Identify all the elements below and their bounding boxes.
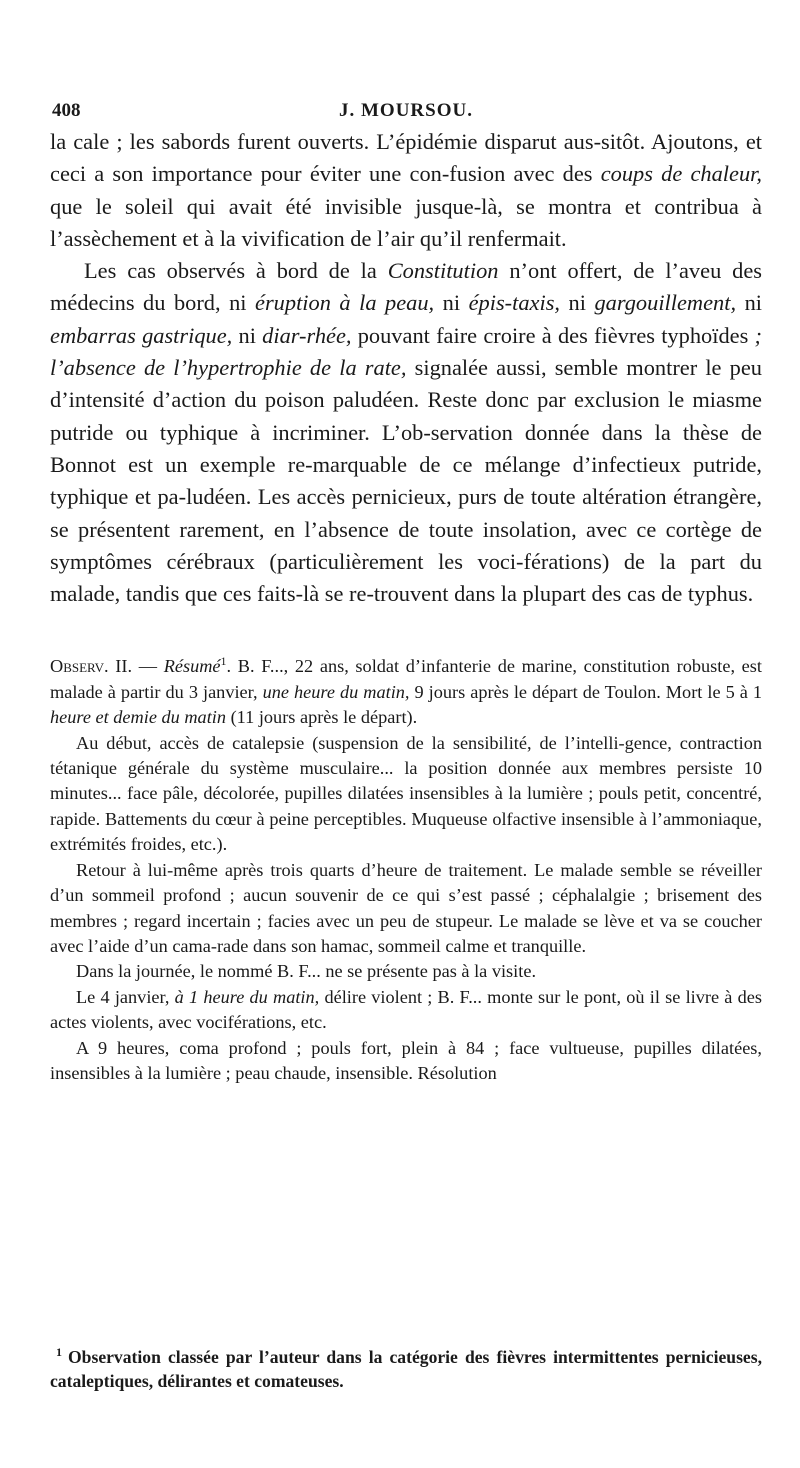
observation-block bbox=[50, 654, 762, 1086]
page-number: 408 bbox=[52, 100, 81, 121]
observation-paragraph-onset: Au début, accès de catalepsie (suspension de la sensibilité, de l’intelli-gence, contraction tétanique générale du système musculaire... la position donnée aux membres persiste 10 minutes... face pâle, décolorée, pupilles dilatées insensibles à la lumière ; pouls petit, concentré, rapide. Battements du cœur à peine perceptibles. Muqueuse olfactive insensible à l’ammoniaque, extrémités froides, etc.). bbox=[50, 732, 762, 855]
paragraph-2: Les cas observés à bord de la Constitution n’ont offert, de l’aveu des médecins du bord, ni éruption à la peau, ni épis-taxis, ni gargouillement, ni embarras gastrique, ni diar-rhée, pouvant faire croire à des fièvres typhoïdes ; l’absence de l’hypertrophie de la rate, signalée aussi, semble montrer le peu d’intensité d’action du poison paludéen. Reste donc par exclusion le miasme putride ou typhique à incriminer. L’ob-servation donnée dans la thèse de Bonnot est un exemple re-marquable de ce mélange d’infectieux putride, typhique et pa-ludéen. Les accès pernicieux, purs de toute altération étrangère, se présentent rarement, en l’absence de toute insolation, avec ce cortège de symptômes cérébraux (particulièrement les voci-férations) de la part du malade, tandis que ces faits-là se re-trouvent dans la plupart des cas de typhus. bbox=[50, 258, 762, 607]
observation-summary: Observ. II. — Résumé$^1$. B. F..., 22 ans, soldat d’infanterie de marine, constitution robuste, est malade à partir du 3 janvier, une heure du matin, 9 jours après le départ de Toulon. Mort le 5 à 1 heure et demie du matin (11 jours après le départ). bbox=[50, 654, 763, 728]
page-header bbox=[50, 92, 762, 126]
observation-paragraph-recovery: Retour à lui-même après trois quarts d’heure de traitement. Le malade semble se réveiller d’un sommeil profond ; aucun souvenir de ce qui s’est passé ; céphalalgie ; brisement des membres ; regard incertain ; facies avec un peu de stupeur. Le malade se lève et va se coucher avec l’aide d’un cama-rade dans son hamac, sommeil calme et tranquille. bbox=[50, 859, 762, 956]
running-head: J. MOURSOU. bbox=[339, 100, 473, 121]
footnote-text: Observation classée par l’auteur dans la catégorie des fièvres intermittentes pernicieuses, cataleptiques, délirantes et comateuses. bbox=[50, 1346, 762, 1391]
main-text bbox=[50, 126, 762, 610]
observation-paragraph-jan4: Le 4 janvier, à 1 heure du matin, délire violent ; B. F... monte sur le pont, où il se livre à des actes violents, avec vociférations, etc. bbox=[50, 986, 762, 1033]
footnote bbox=[50, 1340, 762, 1393]
observation-paragraph-coma: A 9 heures, coma profond ; pouls fort, plein à 84 ; face vultueuse, pupilles dilatées, insensibles à la lumière ; peau chaude, insensible. Résolution bbox=[50, 1037, 762, 1083]
paragraph-1: la cale ; les sabords furent ouverts. L’épidémie disparut aus-sitôt. Ajoutons, et ceci a son importance pour éviter une con-fusion avec des coups de chaleur, que le soleil qui avait été invisible jusque-là, se montra et contribua à l’assèchement et à la vivification de l’air qu’il renfermait. bbox=[50, 129, 762, 251]
page bbox=[50, 92, 762, 1086]
footnote-mark: 1 bbox=[56, 1345, 62, 1359]
footnote-ref[interactable]: 1 bbox=[220, 654, 227, 669]
observation-paragraph-day: Dans la journée, le nommé B. F... ne se présente pas à la visite. bbox=[76, 961, 537, 982]
